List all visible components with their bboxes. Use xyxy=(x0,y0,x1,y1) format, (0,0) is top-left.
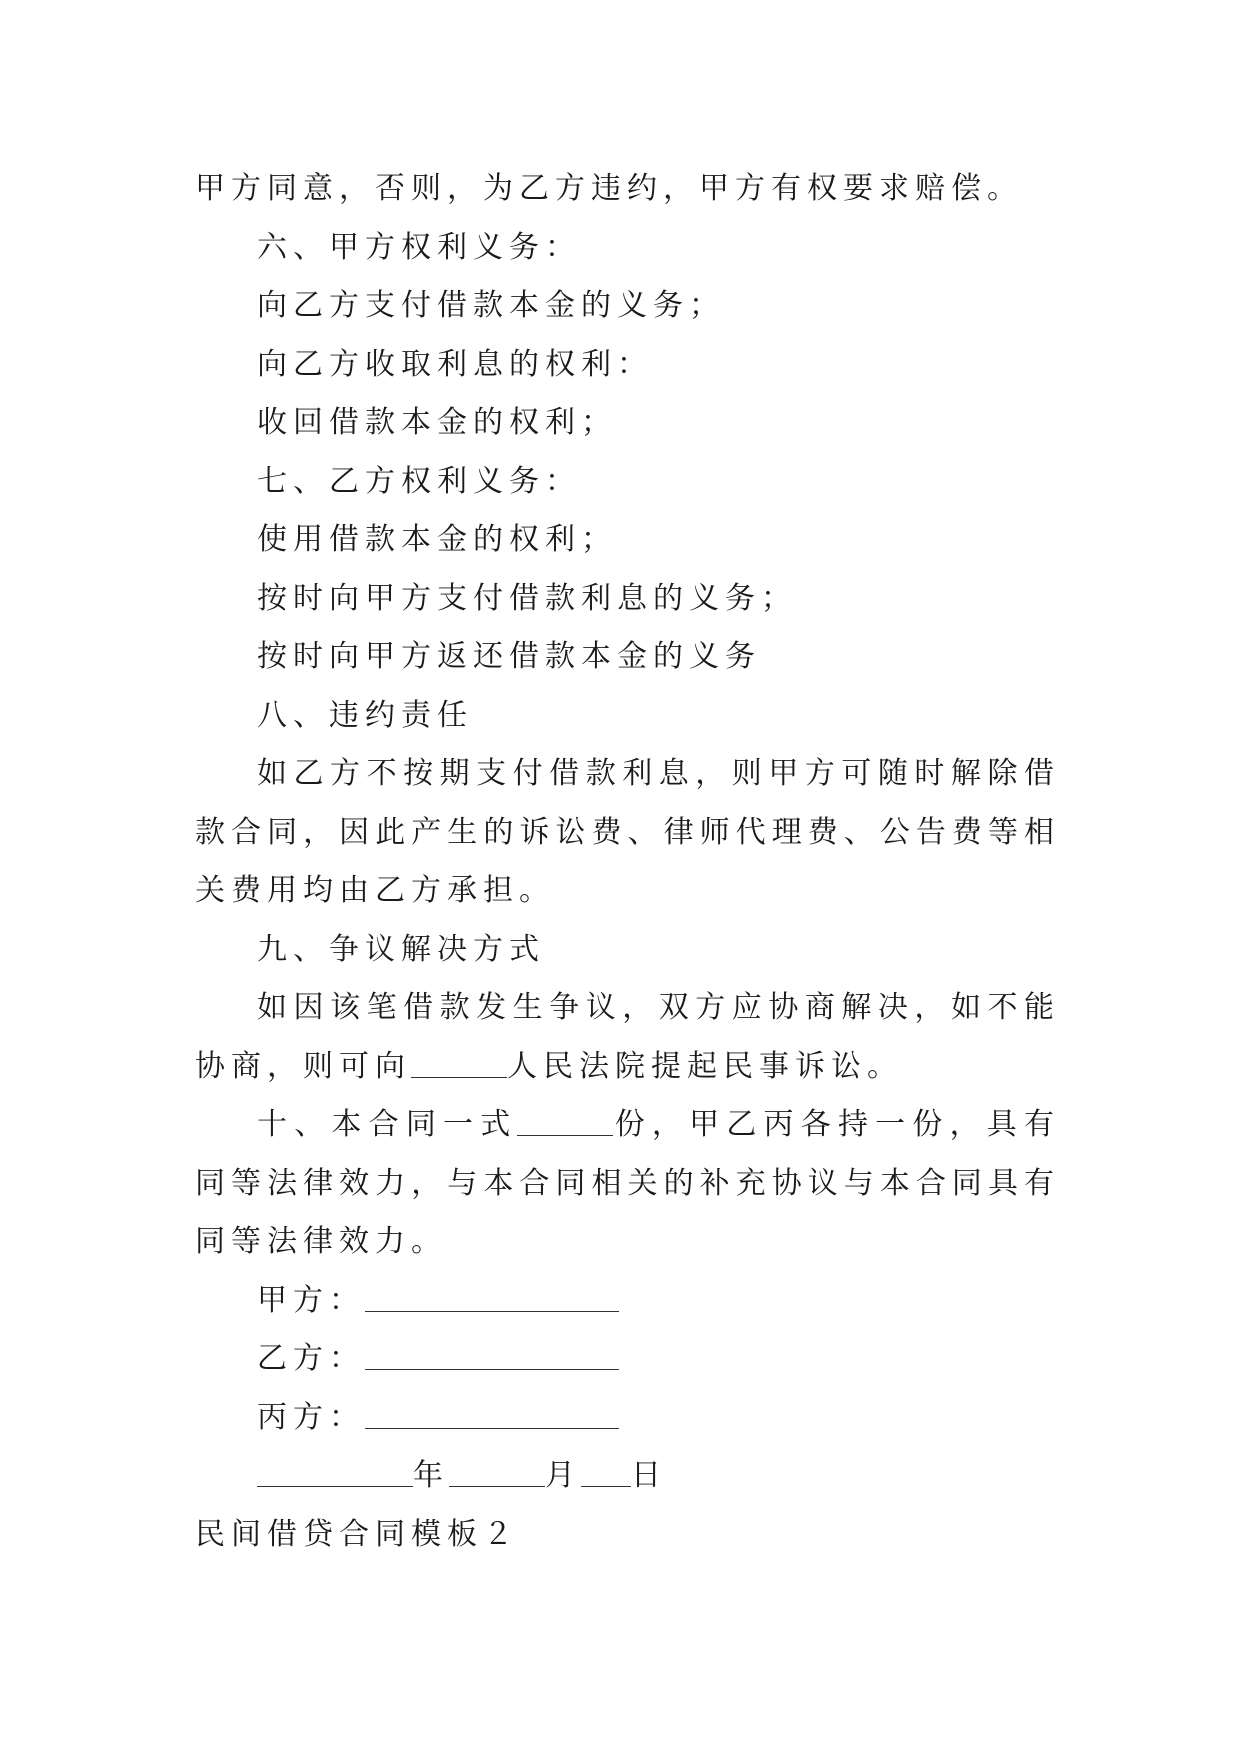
party-b-right-1: 使用借款本金的权利； xyxy=(257,522,617,557)
party-c-signature-line xyxy=(195,1389,1060,1448)
party-c-signature-blank[interactable] xyxy=(365,1404,619,1429)
party-b-signature-line xyxy=(195,1330,1060,1389)
dispute-text-1: 如因该笔借款发生争议，双方应协商解决，如不能协商，则可向 xyxy=(195,990,1060,1084)
party-a-signature-line xyxy=(195,1272,1060,1331)
year-blank[interactable] xyxy=(257,1462,413,1487)
party-b-signature-blank[interactable] xyxy=(365,1345,619,1370)
section-seven-heading: 七、乙方权利义务： xyxy=(257,463,581,499)
copies-text-2: 份，甲乙丙各持一份，具有同等法律效力，与本合同相关的补充协议与本合同具有同等法律效力。 xyxy=(195,1107,1061,1259)
dispute-text-2: 人民法院提起民事诉讼。 xyxy=(507,1048,903,1084)
paragraph-breach-clause-end: 甲方同意，否则，为乙方违约，甲方有权要求赔偿。 xyxy=(195,171,1023,206)
section-eight-heading: 八、违约责任 xyxy=(257,697,473,733)
month-label: 月 xyxy=(545,1458,581,1493)
court-blank-line[interactable] xyxy=(411,1053,507,1078)
breach-liability-paragraph: 如乙方不按期支付借款利息，则甲方可随时解除借款合同，因此产生的诉讼费、律师代理费、公告费等相关费用均由乙方承担。 xyxy=(195,756,1060,908)
section-ten-paragraph xyxy=(195,1096,1060,1272)
party-a-signature-blank[interactable] xyxy=(365,1287,619,1312)
party-b-label: 乙方： xyxy=(257,1341,365,1376)
day-label: 日 xyxy=(631,1458,667,1493)
next-contract-title: 民间借贷合同模板２ xyxy=(195,1516,519,1552)
party-b-obligation-2: 按时向甲方返还借款本金的义务 xyxy=(257,639,761,674)
section-six-heading: 六、甲方权利义务： xyxy=(257,229,581,265)
section-nine-heading: 九、争议解决方式 xyxy=(257,931,545,967)
party-b-obligation-1: 按时向甲方支付借款利息的义务； xyxy=(257,580,797,616)
year-label: 年 xyxy=(413,1458,449,1493)
party-a-right-2: 收回借款本金的权利； xyxy=(257,405,617,440)
month-blank[interactable] xyxy=(449,1462,545,1487)
party-c-label: 丙方： xyxy=(257,1399,365,1435)
document-body xyxy=(195,160,1060,1564)
dispute-resolution-paragraph xyxy=(195,979,1060,1096)
day-blank[interactable] xyxy=(581,1462,631,1487)
party-a-right-1: 向乙方收取利息的权利： xyxy=(257,346,653,382)
copies-text-1: 十、本合同一式 xyxy=(257,1107,518,1142)
party-a-obligation-1: 向乙方支付借款本金的义务； xyxy=(257,288,725,323)
date-line xyxy=(195,1447,1060,1506)
copies-blank-line[interactable] xyxy=(517,1111,613,1136)
party-a-label: 甲方： xyxy=(257,1282,365,1318)
